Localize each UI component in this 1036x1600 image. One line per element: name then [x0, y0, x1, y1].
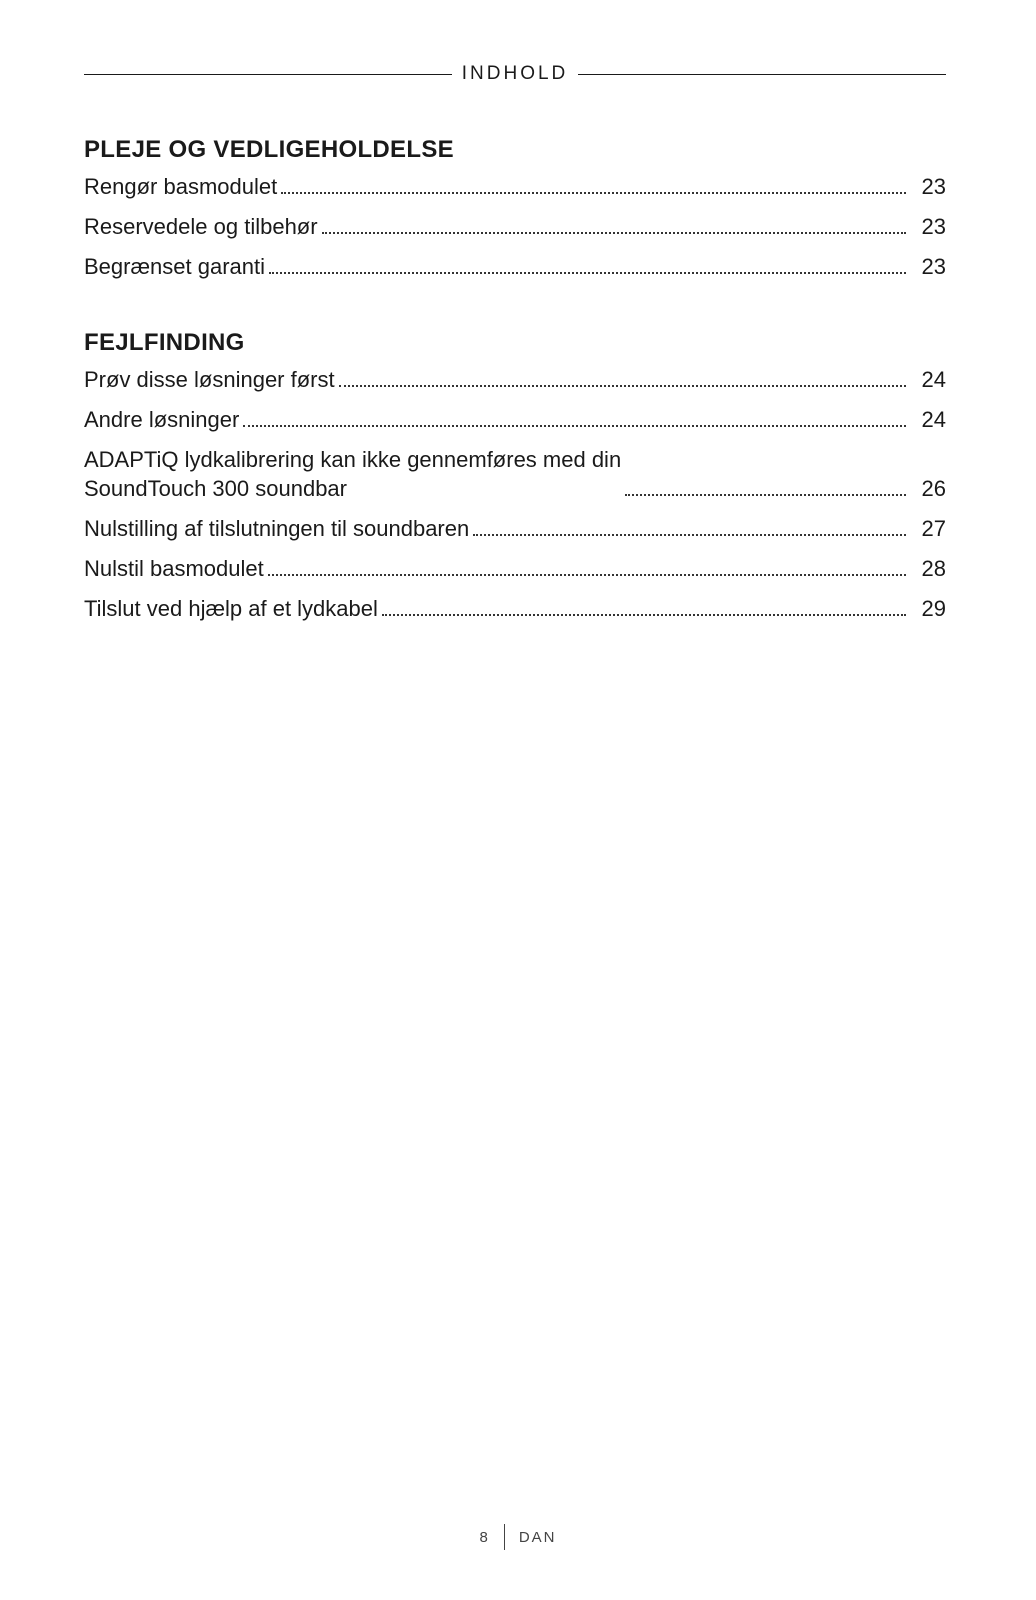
toc-entry-page: 23 [921, 214, 946, 239]
toc-entry-page: 29 [921, 596, 946, 621]
toc-entry-label-wrap [84, 554, 914, 583]
dot-leader [382, 614, 906, 616]
toc-entry-label: Nulstil basmodulet [84, 556, 264, 581]
dot-leader [269, 272, 906, 274]
toc-entry[interactable] [84, 365, 946, 394]
toc-entry[interactable] [84, 514, 946, 543]
toc-entry-page: 27 [921, 516, 946, 541]
page-header [84, 60, 946, 88]
toc-entry-label-wrap [84, 212, 914, 241]
toc-entry-label-wrap [84, 514, 914, 543]
toc-entry[interactable] [84, 594, 946, 623]
toc-entry[interactable] [84, 172, 946, 201]
toc-entry-page: 28 [921, 556, 946, 581]
dot-leader [473, 534, 906, 536]
language-code: DAN [518, 1528, 557, 1546]
header-title: INDHOLD [461, 63, 569, 84]
toc-entry-label: Rengør basmodulet [84, 174, 278, 199]
dot-leader [322, 232, 906, 234]
toc-entry-label-wrap [84, 252, 914, 281]
toc-entry-label: Reservedele og tilbehør [84, 214, 318, 239]
toc-entry-label: ADAPTiQ lydkalibrering kan ikke gennemføres med din SoundTouch 300 soundbar [84, 447, 622, 501]
toc-entry-page: 24 [921, 407, 946, 432]
toc-entry-label: Begrænset garanti [84, 254, 265, 279]
dot-leader [339, 385, 906, 387]
section-heading: PLEJE OG VEDLIGEHOLDELSE [84, 136, 454, 163]
toc-entry-page: 24 [921, 367, 946, 392]
toc-entry[interactable] [84, 212, 946, 241]
toc-entry-label-wrap [84, 594, 914, 623]
dot-leader [281, 192, 906, 194]
header-rule-left [84, 74, 452, 75]
toc-entry[interactable] [84, 405, 946, 434]
toc-entry-label-wrap [84, 365, 914, 394]
dot-leader [243, 425, 906, 427]
toc-entry-label-wrap [84, 172, 914, 201]
toc-entry-label: Prøv disse løsninger først [84, 367, 335, 392]
toc-section-troubleshooting [84, 327, 946, 623]
toc-section-care [84, 134, 946, 281]
page-number: 8 [479, 1528, 490, 1546]
table-of-contents [84, 134, 946, 634]
toc-entry-label: Tilslut ved hjælp af et lydkabel [84, 596, 378, 621]
toc-entry-page: 23 [921, 174, 946, 199]
page-footer [0, 1524, 1036, 1550]
toc-entry[interactable] [84, 554, 946, 583]
header-rule-right [578, 74, 946, 75]
dot-leader [268, 574, 906, 576]
toc-entry[interactable] [84, 252, 946, 281]
section-heading: FEJLFINDING [84, 329, 245, 356]
toc-entry-page: 23 [921, 254, 946, 279]
toc-entry[interactable] [84, 445, 946, 503]
toc-entry-page: 26 [921, 476, 946, 501]
toc-entry-label-wrap [84, 445, 914, 503]
toc-entry-label-wrap [84, 405, 914, 434]
dot-leader [625, 494, 906, 496]
toc-entry-label: Nulstilling af tilslutningen til soundbaren [84, 516, 470, 541]
toc-entry-label: Andre løsninger [84, 407, 240, 432]
